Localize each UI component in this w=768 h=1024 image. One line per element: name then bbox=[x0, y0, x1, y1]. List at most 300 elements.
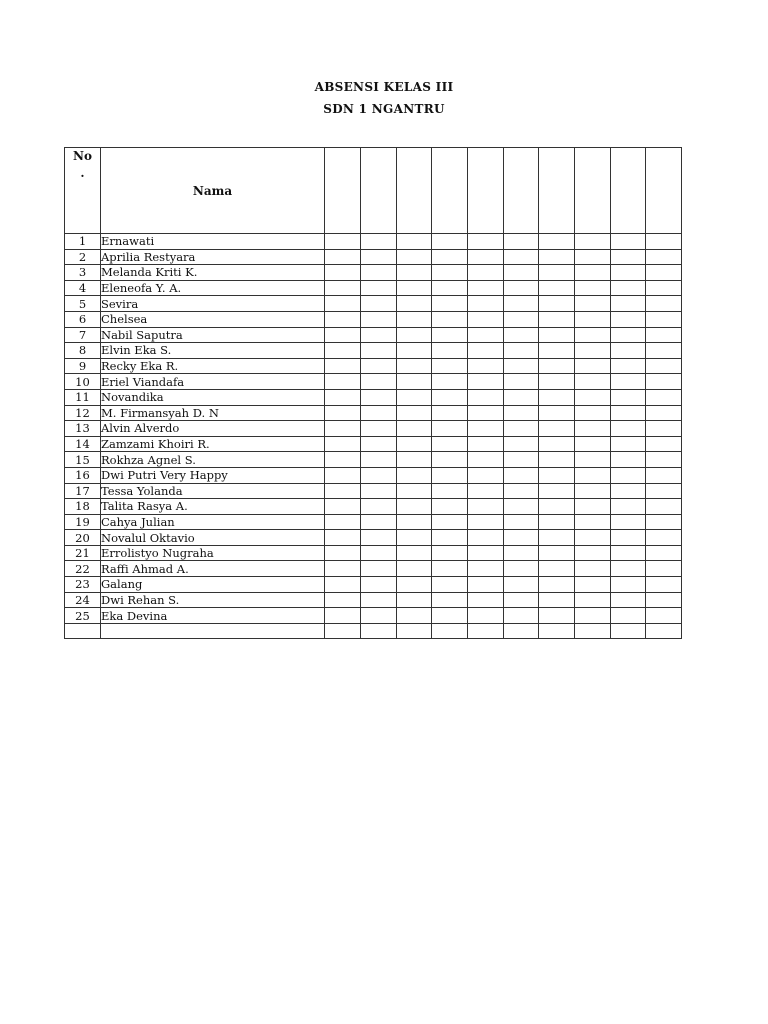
table-row bbox=[65, 265, 682, 281]
attendance-cell bbox=[504, 577, 539, 593]
school-name: SDN 1 NGANTRU bbox=[323, 102, 445, 116]
attendance-cell bbox=[504, 545, 539, 561]
attendance-cell bbox=[325, 514, 361, 530]
attendance-cell bbox=[432, 389, 468, 405]
student-name: Novandika bbox=[101, 389, 325, 405]
attendance-cell bbox=[575, 608, 611, 624]
attendance-cell bbox=[432, 514, 468, 530]
attendance-cell bbox=[504, 623, 539, 639]
student-name: Recky Eka R. bbox=[101, 358, 325, 374]
table-row bbox=[65, 389, 682, 405]
table-row bbox=[65, 499, 682, 515]
attendance-cell bbox=[611, 577, 646, 593]
attendance-cell bbox=[468, 561, 504, 577]
attendance-cell bbox=[539, 499, 575, 515]
attendance-cell bbox=[611, 561, 646, 577]
attendance-cell bbox=[325, 561, 361, 577]
attendance-cell bbox=[361, 311, 397, 327]
attendance-cell bbox=[432, 436, 468, 452]
attendance-cell bbox=[397, 405, 432, 421]
student-name: Alvin Alverdo bbox=[101, 421, 325, 437]
attendance-cell bbox=[361, 530, 397, 546]
attendance-cell bbox=[361, 249, 397, 265]
attendance-cell bbox=[468, 623, 504, 639]
attendance-cell bbox=[397, 467, 432, 483]
table-header-row bbox=[65, 148, 682, 234]
attendance-cell bbox=[361, 452, 397, 468]
attendance-cell bbox=[361, 234, 397, 250]
attendance-cell bbox=[432, 561, 468, 577]
attendance-cell bbox=[646, 483, 682, 499]
row-number: 16 bbox=[65, 467, 101, 483]
attendance-cell bbox=[361, 561, 397, 577]
attendance-cell bbox=[325, 577, 361, 593]
attendance-cell bbox=[539, 592, 575, 608]
table-row bbox=[65, 374, 682, 390]
attendance-cell bbox=[325, 608, 361, 624]
attendance-cell bbox=[468, 577, 504, 593]
row-number: 1 bbox=[65, 234, 101, 250]
attendance-cell bbox=[397, 514, 432, 530]
header-attendance-cell bbox=[646, 148, 682, 234]
row-number: 3 bbox=[65, 265, 101, 281]
attendance-cell bbox=[539, 436, 575, 452]
attendance-cell bbox=[397, 452, 432, 468]
header-attendance-cell bbox=[468, 148, 504, 234]
attendance-cell bbox=[325, 343, 361, 359]
attendance-cell bbox=[397, 358, 432, 374]
attendance-cell bbox=[325, 234, 361, 250]
attendance-cell bbox=[468, 467, 504, 483]
attendance-cell bbox=[397, 374, 432, 390]
attendance-cell bbox=[504, 436, 539, 452]
attendance-cell bbox=[575, 623, 611, 639]
attendance-cell bbox=[539, 623, 575, 639]
table-row bbox=[65, 421, 682, 437]
attendance-cell bbox=[397, 577, 432, 593]
attendance-cell bbox=[325, 483, 361, 499]
attendance-cell bbox=[611, 499, 646, 515]
attendance-cell bbox=[397, 608, 432, 624]
header-attendance-cell bbox=[504, 148, 539, 234]
attendance-cell bbox=[575, 265, 611, 281]
row-number: 23 bbox=[65, 577, 101, 593]
table-row bbox=[65, 592, 682, 608]
attendance-cell bbox=[361, 577, 397, 593]
attendance-cell bbox=[646, 577, 682, 593]
attendance-cell bbox=[504, 483, 539, 499]
header-no-line2: . bbox=[80, 166, 85, 180]
attendance-cell bbox=[504, 327, 539, 343]
attendance-cell bbox=[539, 561, 575, 577]
student-name: Ernawati bbox=[101, 234, 325, 250]
attendance-cell bbox=[361, 327, 397, 343]
row-number: 24 bbox=[65, 592, 101, 608]
attendance-cell bbox=[646, 436, 682, 452]
attendance-cell bbox=[504, 249, 539, 265]
table-row bbox=[65, 608, 682, 624]
attendance-cell bbox=[611, 514, 646, 530]
attendance-cell bbox=[646, 234, 682, 250]
row-number: 12 bbox=[65, 405, 101, 421]
attendance-cell bbox=[575, 234, 611, 250]
student-name: Nabil Saputra bbox=[101, 327, 325, 343]
attendance-cell bbox=[361, 514, 397, 530]
attendance-cell bbox=[432, 327, 468, 343]
attendance-cell bbox=[575, 421, 611, 437]
student-name: Novalul Oktavio bbox=[101, 530, 325, 546]
student-name: Zamzami Khoiri R. bbox=[101, 436, 325, 452]
table-row bbox=[65, 296, 682, 312]
attendance-cell bbox=[504, 311, 539, 327]
attendance-cell bbox=[325, 623, 361, 639]
attendance-cell bbox=[397, 421, 432, 437]
attendance-cell bbox=[468, 514, 504, 530]
attendance-cell bbox=[575, 358, 611, 374]
attendance-cell bbox=[611, 389, 646, 405]
attendance-cell bbox=[575, 530, 611, 546]
attendance-cell bbox=[646, 561, 682, 577]
attendance-cell bbox=[325, 296, 361, 312]
student-name: Eriel Viandafa bbox=[101, 374, 325, 390]
row-number: 6 bbox=[65, 311, 101, 327]
attendance-cell bbox=[646, 389, 682, 405]
attendance-cell bbox=[504, 234, 539, 250]
attendance-cell bbox=[611, 592, 646, 608]
attendance-cell bbox=[468, 545, 504, 561]
header-attendance-cell bbox=[432, 148, 468, 234]
table-row bbox=[65, 343, 682, 359]
attendance-cell bbox=[468, 483, 504, 499]
attendance-cell bbox=[325, 421, 361, 437]
header-attendance-cell bbox=[539, 148, 575, 234]
attendance-cell bbox=[468, 296, 504, 312]
row-number: 9 bbox=[65, 358, 101, 374]
attendance-cell bbox=[504, 389, 539, 405]
student-name: Aprilia Restyara bbox=[101, 249, 325, 265]
attendance-cell bbox=[397, 389, 432, 405]
attendance-cell bbox=[504, 343, 539, 359]
attendance-cell bbox=[468, 358, 504, 374]
attendance-cell bbox=[611, 296, 646, 312]
attendance-cell bbox=[611, 623, 646, 639]
attendance-cell bbox=[646, 514, 682, 530]
attendance-cell bbox=[432, 499, 468, 515]
attendance-cell bbox=[361, 421, 397, 437]
attendance-cell bbox=[646, 327, 682, 343]
attendance-cell bbox=[575, 296, 611, 312]
attendance-cell bbox=[611, 608, 646, 624]
table-row bbox=[65, 577, 682, 593]
attendance-cell bbox=[397, 234, 432, 250]
attendance-cell bbox=[646, 374, 682, 390]
attendance-cell bbox=[646, 592, 682, 608]
row-number bbox=[65, 623, 101, 639]
attendance-cell bbox=[432, 358, 468, 374]
attendance-cell bbox=[504, 530, 539, 546]
attendance-cell bbox=[646, 296, 682, 312]
attendance-cell bbox=[539, 280, 575, 296]
attendance-cell bbox=[361, 483, 397, 499]
student-name: Eka Devina bbox=[101, 608, 325, 624]
attendance-cell bbox=[397, 561, 432, 577]
attendance-cell bbox=[361, 389, 397, 405]
student-name: Chelsea bbox=[101, 311, 325, 327]
attendance-cell bbox=[646, 499, 682, 515]
attendance-cell bbox=[646, 608, 682, 624]
attendance-cell bbox=[646, 343, 682, 359]
student-name: M. Firmansyah D. N bbox=[101, 405, 325, 421]
attendance-cell bbox=[575, 514, 611, 530]
attendance-cell bbox=[575, 249, 611, 265]
attendance-cell bbox=[539, 389, 575, 405]
attendance-cell bbox=[397, 499, 432, 515]
attendance-cell bbox=[397, 327, 432, 343]
row-number: 22 bbox=[65, 561, 101, 577]
attendance-cell bbox=[539, 358, 575, 374]
attendance-cell bbox=[575, 499, 611, 515]
attendance-cell bbox=[361, 545, 397, 561]
student-name: Galang bbox=[101, 577, 325, 593]
student-name bbox=[101, 623, 325, 639]
attendance-cell bbox=[432, 311, 468, 327]
attendance-cell bbox=[432, 343, 468, 359]
attendance-cell bbox=[397, 483, 432, 499]
student-name: Sevira bbox=[101, 296, 325, 312]
attendance-cell bbox=[611, 265, 646, 281]
attendance-cell bbox=[504, 265, 539, 281]
attendance-cell bbox=[611, 530, 646, 546]
attendance-cell bbox=[361, 280, 397, 296]
attendance-cell bbox=[468, 265, 504, 281]
attendance-cell bbox=[325, 249, 361, 265]
row-number: 7 bbox=[65, 327, 101, 343]
attendance-cell bbox=[325, 452, 361, 468]
attendance-cell bbox=[646, 405, 682, 421]
attendance-cell bbox=[361, 499, 397, 515]
student-name: Raffi Ahmad A. bbox=[101, 561, 325, 577]
header-attendance-cell bbox=[611, 148, 646, 234]
attendance-cell bbox=[468, 374, 504, 390]
attendance-cell bbox=[468, 421, 504, 437]
attendance-cell bbox=[539, 343, 575, 359]
row-number: 17 bbox=[65, 483, 101, 499]
attendance-cell bbox=[397, 592, 432, 608]
attendance-cell bbox=[539, 374, 575, 390]
table-row bbox=[65, 280, 682, 296]
attendance-cell bbox=[575, 592, 611, 608]
attendance-cell bbox=[468, 234, 504, 250]
attendance-cell bbox=[539, 327, 575, 343]
attendance-table bbox=[64, 147, 682, 639]
attendance-cell bbox=[504, 592, 539, 608]
attendance-cell bbox=[397, 436, 432, 452]
attendance-cell bbox=[575, 436, 611, 452]
attendance-cell bbox=[611, 405, 646, 421]
attendance-cell bbox=[575, 545, 611, 561]
attendance-cell bbox=[432, 374, 468, 390]
row-number: 13 bbox=[65, 421, 101, 437]
table-row bbox=[65, 249, 682, 265]
attendance-cell bbox=[575, 311, 611, 327]
attendance-cell bbox=[325, 327, 361, 343]
attendance-cell bbox=[325, 499, 361, 515]
row-number: 25 bbox=[65, 608, 101, 624]
attendance-cell bbox=[575, 452, 611, 468]
attendance-cell bbox=[432, 467, 468, 483]
table-row bbox=[65, 483, 682, 499]
student-name: Melanda Kriti K. bbox=[101, 265, 325, 281]
attendance-cell bbox=[325, 374, 361, 390]
attendance-cell bbox=[504, 499, 539, 515]
attendance-cell bbox=[611, 343, 646, 359]
attendance-cell bbox=[361, 608, 397, 624]
attendance-cell bbox=[468, 311, 504, 327]
student-name: Rokhza Agnel S. bbox=[101, 452, 325, 468]
attendance-cell bbox=[539, 249, 575, 265]
header-attendance-cell bbox=[325, 148, 361, 234]
attendance-cell bbox=[575, 327, 611, 343]
table-row bbox=[65, 234, 682, 250]
attendance-cell bbox=[468, 530, 504, 546]
row-number: 2 bbox=[65, 249, 101, 265]
attendance-cell bbox=[468, 452, 504, 468]
attendance-cell bbox=[432, 483, 468, 499]
row-number: 11 bbox=[65, 389, 101, 405]
header-no bbox=[65, 148, 101, 234]
attendance-cell bbox=[611, 545, 646, 561]
attendance-cell bbox=[361, 265, 397, 281]
attendance-cell bbox=[611, 249, 646, 265]
attendance-cell bbox=[325, 265, 361, 281]
attendance-cell bbox=[325, 358, 361, 374]
attendance-cell bbox=[468, 389, 504, 405]
attendance-cell bbox=[646, 265, 682, 281]
row-number: 4 bbox=[65, 280, 101, 296]
table-row bbox=[65, 545, 682, 561]
attendance-cell bbox=[575, 374, 611, 390]
attendance-cell bbox=[504, 421, 539, 437]
attendance-cell bbox=[361, 623, 397, 639]
attendance-cell bbox=[504, 452, 539, 468]
attendance-cell bbox=[646, 467, 682, 483]
attendance-cell bbox=[432, 530, 468, 546]
attendance-cell bbox=[575, 405, 611, 421]
row-number: 14 bbox=[65, 436, 101, 452]
attendance-cell bbox=[575, 561, 611, 577]
attendance-cell bbox=[397, 343, 432, 359]
attendance-cell bbox=[468, 499, 504, 515]
attendance-cell bbox=[611, 327, 646, 343]
table-row bbox=[65, 327, 682, 343]
attendance-cell bbox=[361, 467, 397, 483]
attendance-cell bbox=[432, 577, 468, 593]
attendance-cell bbox=[646, 358, 682, 374]
attendance-cell bbox=[468, 249, 504, 265]
attendance-cell bbox=[432, 249, 468, 265]
attendance-cell bbox=[361, 436, 397, 452]
attendance-cell bbox=[325, 436, 361, 452]
attendance-cell bbox=[325, 389, 361, 405]
attendance-cell bbox=[361, 358, 397, 374]
attendance-cell bbox=[575, 280, 611, 296]
attendance-cell bbox=[325, 311, 361, 327]
attendance-cell bbox=[539, 577, 575, 593]
attendance-cell bbox=[611, 452, 646, 468]
student-name: Errolistyo Nugraha bbox=[101, 545, 325, 561]
attendance-cell bbox=[397, 296, 432, 312]
attendance-cell bbox=[504, 358, 539, 374]
row-number: 18 bbox=[65, 499, 101, 515]
table-row bbox=[65, 514, 682, 530]
student-name: Dwi Rehan S. bbox=[101, 592, 325, 608]
attendance-cell bbox=[575, 389, 611, 405]
attendance-cell bbox=[611, 234, 646, 250]
attendance-cell bbox=[646, 421, 682, 437]
attendance-cell bbox=[504, 405, 539, 421]
attendance-cell bbox=[646, 280, 682, 296]
attendance-cell bbox=[361, 343, 397, 359]
table-row bbox=[65, 561, 682, 577]
attendance-cell bbox=[575, 483, 611, 499]
attendance-cell bbox=[468, 343, 504, 359]
attendance-cell bbox=[539, 545, 575, 561]
attendance-cell bbox=[361, 296, 397, 312]
attendance-cell bbox=[539, 311, 575, 327]
table-row bbox=[65, 452, 682, 468]
attendance-cell bbox=[468, 436, 504, 452]
attendance-cell bbox=[504, 608, 539, 624]
attendance-cell bbox=[432, 623, 468, 639]
attendance-cell bbox=[468, 405, 504, 421]
attendance-cell bbox=[611, 483, 646, 499]
header-attendance-cell bbox=[361, 148, 397, 234]
attendance-cell bbox=[397, 249, 432, 265]
attendance-cell bbox=[504, 280, 539, 296]
attendance-cell bbox=[432, 592, 468, 608]
attendance-cell bbox=[646, 249, 682, 265]
attendance-cell bbox=[504, 514, 539, 530]
attendance-cell bbox=[468, 280, 504, 296]
attendance-cell bbox=[646, 545, 682, 561]
attendance-cell bbox=[611, 311, 646, 327]
attendance-cell bbox=[575, 577, 611, 593]
row-number: 8 bbox=[65, 343, 101, 359]
attendance-cell bbox=[432, 265, 468, 281]
student-name: Eleneofa Y. A. bbox=[101, 280, 325, 296]
attendance-cell bbox=[611, 280, 646, 296]
attendance-cell bbox=[325, 530, 361, 546]
attendance-cell bbox=[575, 343, 611, 359]
attendance-cell bbox=[397, 311, 432, 327]
table-row bbox=[65, 311, 682, 327]
attendance-cell bbox=[504, 374, 539, 390]
attendance-cell bbox=[611, 374, 646, 390]
row-number: 15 bbox=[65, 452, 101, 468]
student-name: Elvin Eka S. bbox=[101, 343, 325, 359]
header-no-line1: No bbox=[73, 149, 92, 163]
attendance-cell bbox=[504, 561, 539, 577]
attendance-cell bbox=[432, 280, 468, 296]
row-number: 20 bbox=[65, 530, 101, 546]
attendance-cell bbox=[325, 405, 361, 421]
attendance-cell bbox=[468, 327, 504, 343]
header-nama: Nama bbox=[101, 148, 325, 234]
attendance-cell bbox=[397, 530, 432, 546]
table-body bbox=[65, 234, 682, 639]
attendance-cell bbox=[432, 405, 468, 421]
row-number: 10 bbox=[65, 374, 101, 390]
